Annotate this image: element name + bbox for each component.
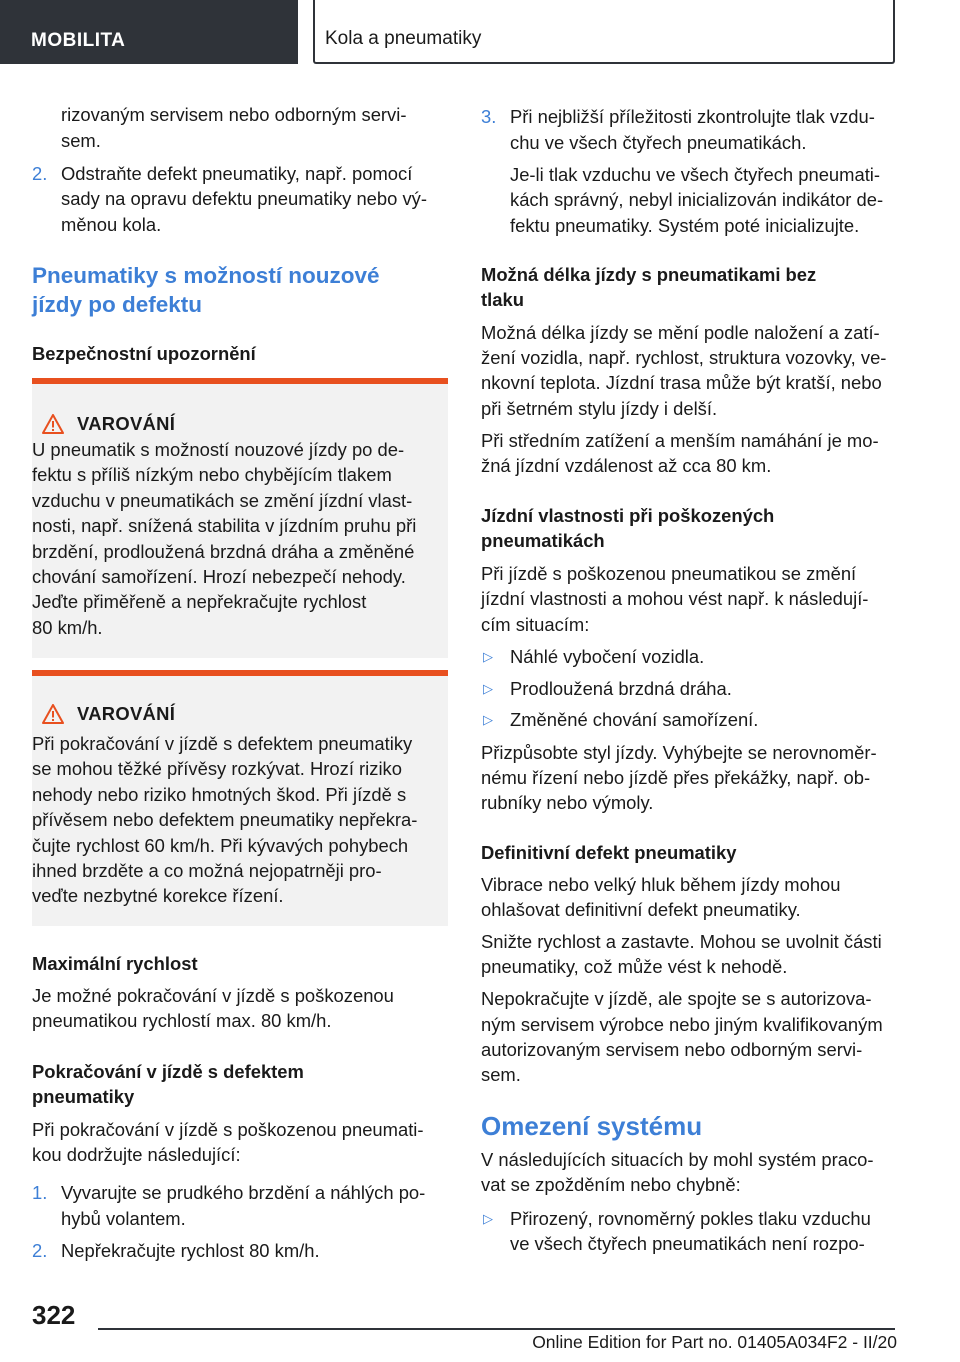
paragraph: žná jízdní vzdálenost až cca 80 km. [481,455,772,476]
step-number: 1. [32,1182,48,1203]
step-number: 3. [481,106,497,127]
paragraph: jízdní vlastnosti a mohou vést např. k následují‐ [481,588,869,609]
warning-title: VAROVÁNÍ [77,413,176,434]
bullet-triangle-icon: ▷ [483,681,493,696]
paragraph: Při středním zatížení a menším namáhání je mo‐ [481,430,879,451]
warning-text: U pneumatik s možností nouzové jízdy po de‐ fektu s příliš nízkým nebo chybějícím tlakem vzduchu v pneumatikách se změní jízdní vlast‐ nosti, např. snížená stabilita v jízdním pruhu při brzdění, prodloužená brzdná dráha a změněné chování samořízení. Hrozí nebezpečí nehody. Jeďte přiměřeně a nepřekračujte rychlost 80 km/h. [32,439,417,638]
warning-title: VAROVÁNÍ [77,703,176,724]
paragraph: vat se zpožděním nebo chybně: [481,1174,741,1195]
subheading: Jízdní vlastnosti při poškozených [481,505,775,526]
subheading: Pokračování v jízdě s defektem [32,1061,304,1082]
subheading: tlaku [481,289,524,310]
warning-triangle-icon [42,704,64,724]
edition-footer: Online Edition for Part no. 01405A034F2 - II/20 [532,1332,897,1352]
list-item: Prodloužená brzdná dráha. [510,678,732,699]
subheading: pneumatikách [481,530,605,551]
warning-text: Při pokračování v jízdě s defektem pneumatiky se mohou těžké přívěsy rozkývat. Hrozí riziko nehody nebo riziko hmotných škod. Při jízdě s přívěsem nebo defektem pneumatiky nepřekra‐ čujte rychlost 60 km/h. Při kývavých pohybech ihned brzděte a co možná nejopatrněji pro‐ veďte nezbytné korekce řízení. [32,733,418,907]
step-text: Odstraňte defekt pneumatiky, např. pomocí [61,163,413,184]
paragraph: při šetrném stylu jízdy i delší. [481,398,718,419]
paragraph: cím situacím: [481,614,590,635]
page-number: 322 [32,1300,76,1330]
bullet-triangle-icon: ▷ [483,1211,493,1226]
continued-text: sem. [61,130,101,151]
step-text: Vyvarujte se prudkého brzdění a náhlých po‐ [61,1182,426,1203]
section-heading: Omezení systému [481,1111,703,1141]
bullet-triangle-icon: ▷ [483,712,493,727]
list-item: ve všech čtyřech pneumatikách není rozpo‐ [510,1233,865,1254]
step-note: kách správný, nebyl inicializován indikátor de‐ [510,189,884,210]
paragraph: ným servisem výrobce nebo jiným kvalifikovaným [481,1014,883,1035]
paragraph: Při pokračování v jízdě s poškozenou pneumati‐ [32,1119,424,1140]
list-item: Náhlé vybočení vozidla. [510,646,705,667]
warning-box [32,378,448,658]
subheading: Definitivní defekt pneumatiky [481,842,737,863]
paragraph: žení vozidla, např. rychlost, struktura vozovky, ve‐ [481,347,887,368]
list-item: Přirozený, rovnoměrný pokles tlaku vzduchu [510,1208,871,1229]
step-text: Při nejbližší příležitosti zkontrolujte tlak vzdu‐ [510,106,875,127]
paragraph: Vibrace nebo velký hluk během jízdy mohou [481,874,841,895]
paragraph: sem. [481,1064,521,1085]
step-text: chu ve všech čtyřech pneumatikách. [510,132,807,153]
step-text: hybů volantem. [61,1208,186,1229]
paragraph: rubníky nebo výmoly. [481,792,654,813]
step-note: fektu pneumatiky. Systém poté inicializujte. [510,215,860,236]
step-number: 2. [32,163,48,184]
paragraph: Nepokračujte v jízdě, ale spojte se s autorizova‐ [481,988,872,1009]
paragraph: kou dodržujte následující: [32,1144,241,1165]
paragraph: nému řízení nebo jízdě přes překážky, např. ob‐ [481,767,871,788]
subheading: Možná délka jízdy s pneumatikami bez [481,264,817,285]
paragraph: nkovní teplota. Jízdní trasa může být kratší, nebo [481,372,882,393]
footer-divider [98,1328,895,1330]
paragraph: V následujících situacích by mohl systém praco‐ [481,1149,874,1170]
paragraph: Možná délka jízdy se mění podle naložení a zatí‐ [481,322,880,343]
subheading: Bezpečnostní upozornění [32,343,256,364]
paragraph: Přizpůsobte styl jízdy. Vyhýbejte se nerovnoměr‐ [481,742,877,763]
paragraph: pneumatikou rychlostí max. 80 km/h. [32,1010,332,1031]
bullet-triangle-icon: ▷ [483,649,493,664]
paragraph: Při jízdě s poškozenou pneumatikou se změní [481,563,857,584]
section-heading: jízdy po defektu [32,292,203,317]
list-item: Změněné chování samořízení. [510,709,759,730]
step-number: 2. [32,1240,48,1261]
step-note: Je-li tlak vzduchu ve všech čtyřech pneumati‐ [510,164,881,185]
header-section-tab: MOBILITA [0,0,298,64]
paragraph: ohlašovat definitivní defekt pneumatiky. [481,899,801,920]
paragraph: Snižte rychlost a zastavte. Mohou se uvolnit části [481,931,882,952]
step-text: Nepřekračujte rychlost 80 km/h. [61,1240,320,1261]
step-text: sady na opravu defektu pneumatiky nebo vý‐ [61,188,427,209]
warning-box [32,670,448,926]
subheading: pneumatiky [32,1086,135,1107]
paragraph: pneumatiky, což může vést k nehodě. [481,956,788,977]
subheading: Maximální rychlost [32,953,198,974]
section-heading: Pneumatiky s možností nouzové [32,263,380,288]
continued-text: rizovaným servisem nebo odborným servi‐ [61,104,407,125]
paragraph: Je možné pokračování v jízdě s poškozenou [32,985,394,1006]
header-chapter-tab: Kola a pneumatiky [313,0,895,64]
paragraph: autorizovaným servisem nebo odborným servi‐ [481,1039,863,1060]
warning-triangle-icon [42,414,64,434]
step-text: měnou kola. [61,214,162,235]
